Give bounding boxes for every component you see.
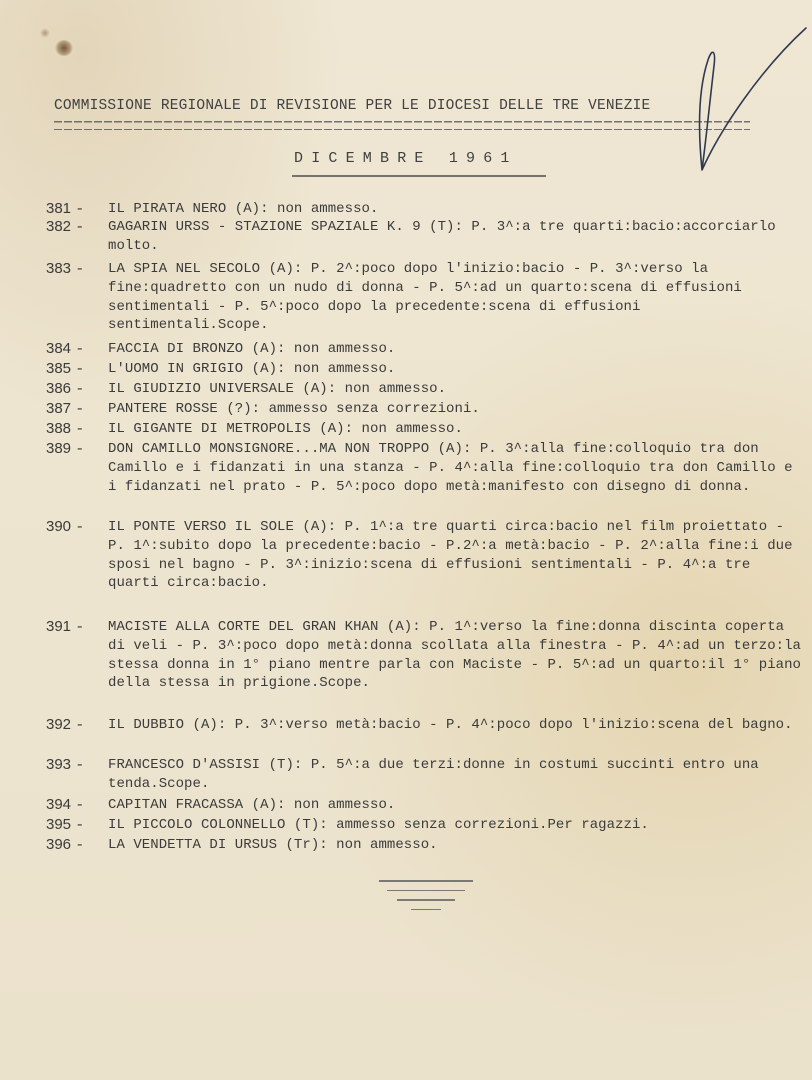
entry-text: LA SPIA NEL SECOLO (A): P. 2^:poco dopo l'inizio:bacio - P. 3^:verso la fine:quadretto con un nudo di donna - P. 5^:ad un quarto:scena di effusioni sentimentali - P. 5^:poco dopo la precedente:scena di effusioni sentimentali.Scope. [108, 261, 742, 334]
list-item: 387 - PANTERE ROSSE (?): ammesso senza correzioni. [46, 400, 806, 420]
entry-text: IL PIRATA NERO (A): non ammesso. [108, 201, 379, 217]
list-item: 388 - IL GIGANTE DI METROPOLIS (A): non ammesso. [46, 420, 806, 440]
entry-text: CAPITAN FRACASSA (A): non ammesso. [108, 797, 396, 813]
entry-number: 394 [46, 796, 72, 813]
entry-number: 390 [46, 518, 72, 535]
month-title: DICEMBRE 1961 [294, 150, 518, 167]
entry-number: 381 [46, 200, 72, 217]
entry-number: 385 [46, 360, 72, 377]
entry-number: 393 [46, 756, 72, 773]
list-item: 385 - L'UOMO IN GRIGIO (A): non ammesso. [46, 360, 806, 380]
list-item: 395 - IL PICCOLO COLONNELLO (T): ammesso senza correzioni.Per ragazzi. [46, 816, 806, 836]
entry-text: IL GIUDIZIO UNIVERSALE (A): non ammesso. [108, 381, 447, 397]
entry-text: FACCIA DI BRONZO (A): non ammesso. [108, 341, 396, 357]
entry-number: 392 [46, 716, 72, 733]
list-item: 391 - MACISTE ALLA CORTE DEL GRAN KHAN (A): P. 1^:verso la fine:donna discinta coperta di veli - P. 3^:poco dopo metà:donna scollata alla finestra - P. 4^:ad un terzo:la stessa donna in 1° piano mentre parla con Maciste - P. 5^:ad un quarto:il 1° piano della stessa in prigione.Scope. [46, 618, 806, 716]
entry-text: DON CAMILLO MONSIGNORE...MA NON TROPPO (A): P. 3^:alla fine:colloquio tra don Camillo e i fidanzati in una stanza - P. 4^:alla fine:colloquio tra don Camillo e i fidanzati nel prato - P. 5^:poco dopo metà:manifesto con disegno di donna. [108, 441, 793, 495]
entry-number: 384 [46, 340, 72, 357]
list-item: 396 - LA VENDETTA DI URSUS (Tr): non ammesso. [46, 836, 806, 856]
entry-number: 386 [46, 380, 72, 397]
entry-number: 391 [46, 618, 72, 635]
entry-text: IL GIGANTE DI METROPOLIS (A): non ammesso. [108, 421, 463, 437]
entry-number: 383 [46, 260, 72, 277]
list-item: 384 - FACCIA DI BRONZO (A): non ammesso. [46, 340, 806, 360]
paper-stain-small [40, 28, 50, 38]
entry-text: FRANCESCO D'ASSISI (T): P. 5^:a due terzi:donne in costumi succinti entro una tenda.Scope. [108, 757, 759, 792]
entry-number: 396 [46, 836, 72, 853]
handwritten-mark [680, 20, 812, 260]
entry-number: 382 [46, 218, 72, 235]
entry-text: L'UOMO IN GRIGIO (A): non ammesso. [108, 361, 396, 377]
entry-number: 388 [46, 420, 72, 437]
list-item: 393 - FRANCESCO D'ASSISI (T): P. 5^:a due terzi:donne in costumi succinti entro una tenda.Scope. [46, 756, 806, 796]
entry-text: LA VENDETTA DI URSUS (Tr): non ammesso. [108, 837, 438, 853]
entry-text: PANTERE ROSSE (?): ammesso senza correzioni. [108, 401, 480, 417]
entry-text: IL DUBBIO (A): P. 3^:verso metà:bacio - P. 4^:poco dopo l'inizio:scena del bagno. [108, 717, 793, 733]
list-item: 389 - DON CAMILLO MONSIGNORE...MA NON TROPPO (A): P. 3^:alla fine:colloquio tra don Camillo e i fidanzati in una stanza - P. 4^:alla fine:colloquio tra don Camillo e i fidanzati nel prato - P. 5^:poco dopo metà:manifesto con disegno di donna. [46, 440, 806, 518]
list-item: 382 - GAGARIN URSS - STAZIONE SPAZIALE K. 9 (T): P. 3^:a tre quarti:bacio:accorciarlo molto. [46, 218, 806, 260]
entry-number: 387 [46, 400, 72, 417]
entries-list [46, 200, 806, 856]
entry-text: GAGARIN URSS - STAZIONE SPAZIALE K. 9 (T): P. 3^:a tre quarti:bacio:accorciarlo molto. [108, 219, 776, 254]
list-item: 390 - IL PONTE VERSO IL SOLE (A): P. 1^:a tre quarti circa:bacio nel film proiettato - P. 1^:subito dopo la precedente:bacio - P.2^:a metà:bacio - P. 2^:alla fine:i due sposi nel bagno - P. 3^:inizio:scena di effusioni sentimentali - P. 4^:a tre quarti circa:bacio. [46, 518, 806, 618]
closing-rules [376, 880, 476, 918]
entry-text: IL PONTE VERSO IL SOLE (A): P. 1^:a tre quarti circa:bacio nel film proiettato - P. 1^:subito dopo la precedente:bacio - P.2^:a metà:bacio - P. 2^:alla fine:i due sposi nel bagno - P. 3^:inizio:scena di effusioni sentimentali - P. 4^:a tre quarti circa:bacio. [108, 519, 793, 592]
entry-number: 395 [46, 816, 72, 833]
entry-number: 389 [46, 440, 72, 457]
entry-text: IL PICCOLO COLONNELLO (T): ammesso senza correzioni.Per ragazzi. [108, 817, 649, 833]
document-header: COMMISSIONE REGIONALE DI REVISIONE PER LE DIOCESI DELLE TRE VENEZIE [54, 98, 651, 114]
list-item: 386 - IL GIUDIZIO UNIVERSALE (A): non ammesso. [46, 380, 806, 400]
paper-stain [55, 40, 73, 56]
list-item: 392 - IL DUBBIO (A): P. 3^:verso metà:bacio - P. 4^:poco dopo l'inizio:scena del bagno. [46, 716, 806, 756]
entry-text: MACISTE ALLA CORTE DEL GRAN KHAN (A): P. 1^:verso la fine:donna discinta coperta di veli - P. 3^:poco dopo metà:donna scollata alla finestra - P. 4^:ad un terzo:la stessa donna in 1° piano mentre parla con Maciste - P. 5^:ad un quarto:il 1° piano della stessa in prigione.Scope. [108, 619, 802, 692]
month-underline [292, 175, 546, 177]
list-item: 381 - IL PIRATA NERO (A): non ammesso. [46, 200, 806, 218]
list-item: 383 - LA SPIA NEL SECOLO (A): P. 2^:poco dopo l'inizio:bacio - P. 3^:verso la fine:quadretto con un nudo di donna - P. 5^:ad un quarto:scena di effusioni sentimentali - P. 5^:poco dopo la precedente:scena di effusioni sentimentali.Scope. [46, 260, 806, 340]
header-double-rule [54, 121, 750, 130]
list-item: 394 - CAPITAN FRACASSA (A): non ammesso. [46, 796, 806, 816]
